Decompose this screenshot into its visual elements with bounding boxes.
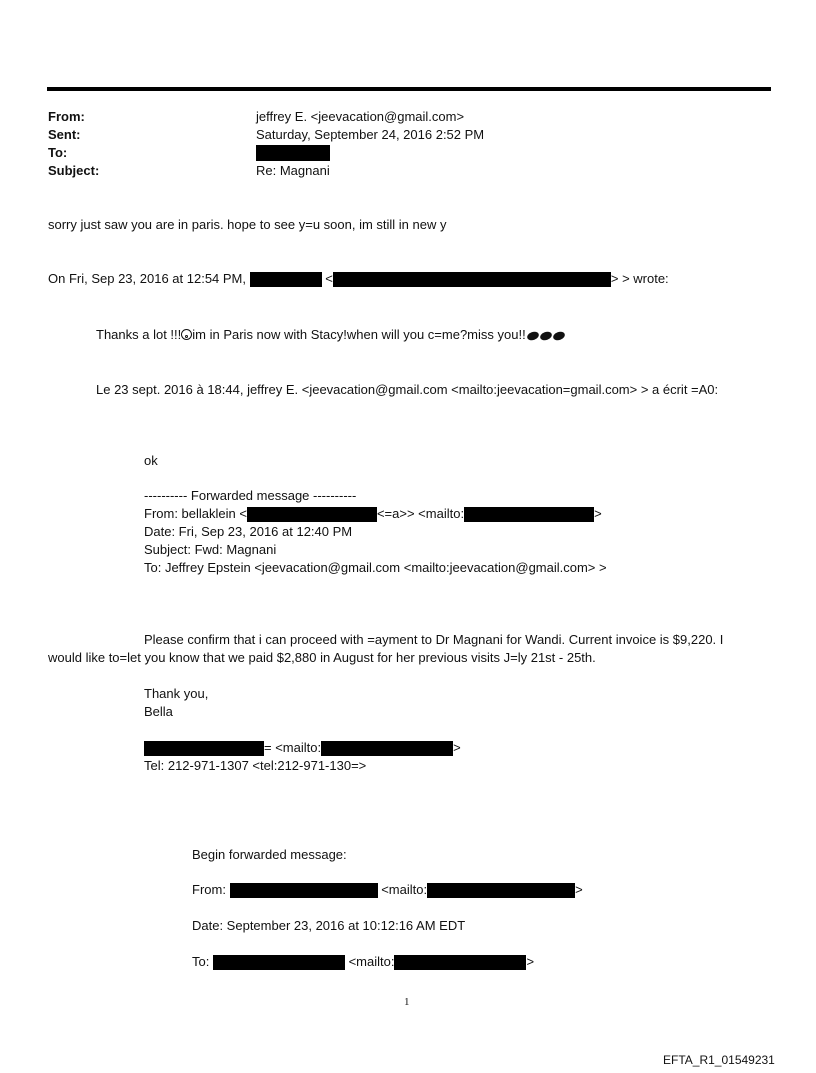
quoted-header: Le 23 sept. 2016 à 18:44, jeffrey E. <jeevacation@gmail.com <mailto:jeevacation=gmail.com> > a écrit =A0: [96, 382, 719, 397]
redaction-box [394, 955, 526, 970]
fwd-date: Date: Fri, Sep 23, 2016 at 12:40 PM [144, 524, 353, 539]
bf-to-line [192, 953, 534, 970]
thanks-line [96, 326, 565, 343]
sent-value: Saturday, September 24, 2016 2:52 PM [256, 127, 485, 142]
reply-text: sorry just saw you are in paris. hope to see y=u soon, im still in new y [48, 217, 447, 232]
signature-name: Bella [144, 704, 173, 719]
kiss-mark-icon [526, 330, 540, 342]
forwarded-separator: ---------- Forwarded message ---------- [144, 488, 357, 503]
telephone: Tel: 212-971-1307 <tel:212-971-130=> [144, 758, 367, 773]
redaction-box [144, 741, 264, 756]
redaction-box [247, 507, 377, 522]
wrote-suffix: > > wrote: [610, 271, 669, 286]
bf-date: Date: September 23, 2016 at 10:12:16 AM EDT [192, 918, 466, 933]
redaction-box [427, 883, 575, 898]
thanks-b: im in Paris now with Stacy!when will you c=me?miss you!! [192, 327, 526, 342]
redaction-box [250, 272, 322, 287]
sent-label: Sent: [48, 127, 81, 142]
bf-mailto: <mailto: [348, 954, 395, 969]
document-id: EFTA_R1_01549231 [663, 1053, 775, 1067]
confirm-line-1: Please confirm that i can proceed with =ayment to Dr Magnani for Wandi. Current invoice is $9,220. I [144, 632, 724, 647]
header-rule [47, 87, 771, 91]
redaction-box [333, 272, 611, 287]
bf-mailto: <mailto: [381, 882, 428, 897]
redaction-box [256, 145, 330, 161]
fwd-from-b: <=a>> <mailto: [376, 506, 465, 521]
bf-gt: > [575, 882, 583, 897]
kiss-mark-icon [539, 330, 553, 342]
fwd-from-line [144, 505, 602, 522]
redaction-box [321, 741, 453, 756]
bf-gt: > [526, 954, 535, 969]
thank-you: Thank you, [144, 686, 209, 701]
wrote-lt: < [325, 271, 333, 286]
fwd-from-c: > [594, 506, 602, 521]
fwd-subject: Subject: Fwd: Magnani [144, 542, 277, 557]
begin-forwarded: Begin forwarded message: [192, 847, 347, 862]
bf-from-line [192, 881, 583, 898]
sig-b: > [453, 740, 461, 755]
page-number: 1 [404, 996, 410, 1008]
fwd-from-a: From: bellaklein < [144, 506, 247, 521]
ok-text: ok [144, 453, 158, 468]
thanks-a: Thanks a lot !!! [96, 327, 182, 342]
redaction-box [213, 955, 345, 970]
signature-email-line [144, 739, 461, 756]
wrote-line [48, 270, 669, 287]
from-label: From: [48, 109, 85, 124]
subject-label: Subject: [48, 163, 100, 178]
to-label: To: [48, 145, 68, 160]
bf-from-label: From: [192, 882, 226, 897]
wrote-prefix: On Fri, Sep 23, 2016 at 12:54 PM, [48, 271, 247, 286]
fwd-to: To: Jeffrey Epstein <jeevacation@gmail.com <mailto:jeevacation@gmail.com> > [144, 560, 607, 575]
sig-a: = <mailto: [264, 740, 322, 755]
redaction-box [230, 883, 378, 898]
subject-value: Re: Magnani [256, 163, 330, 178]
surprised-face-icon [181, 329, 192, 340]
bf-to-label: To: [192, 954, 210, 969]
from-value: jeffrey E. <jeevacation@gmail.com> [256, 109, 465, 124]
redaction-box [464, 507, 594, 522]
confirm-line-2: would like to=let you know that we paid $2,880 in August for her previous visits J=ly 21st - 25th. [48, 650, 596, 665]
kiss-mark-icon [552, 330, 566, 342]
